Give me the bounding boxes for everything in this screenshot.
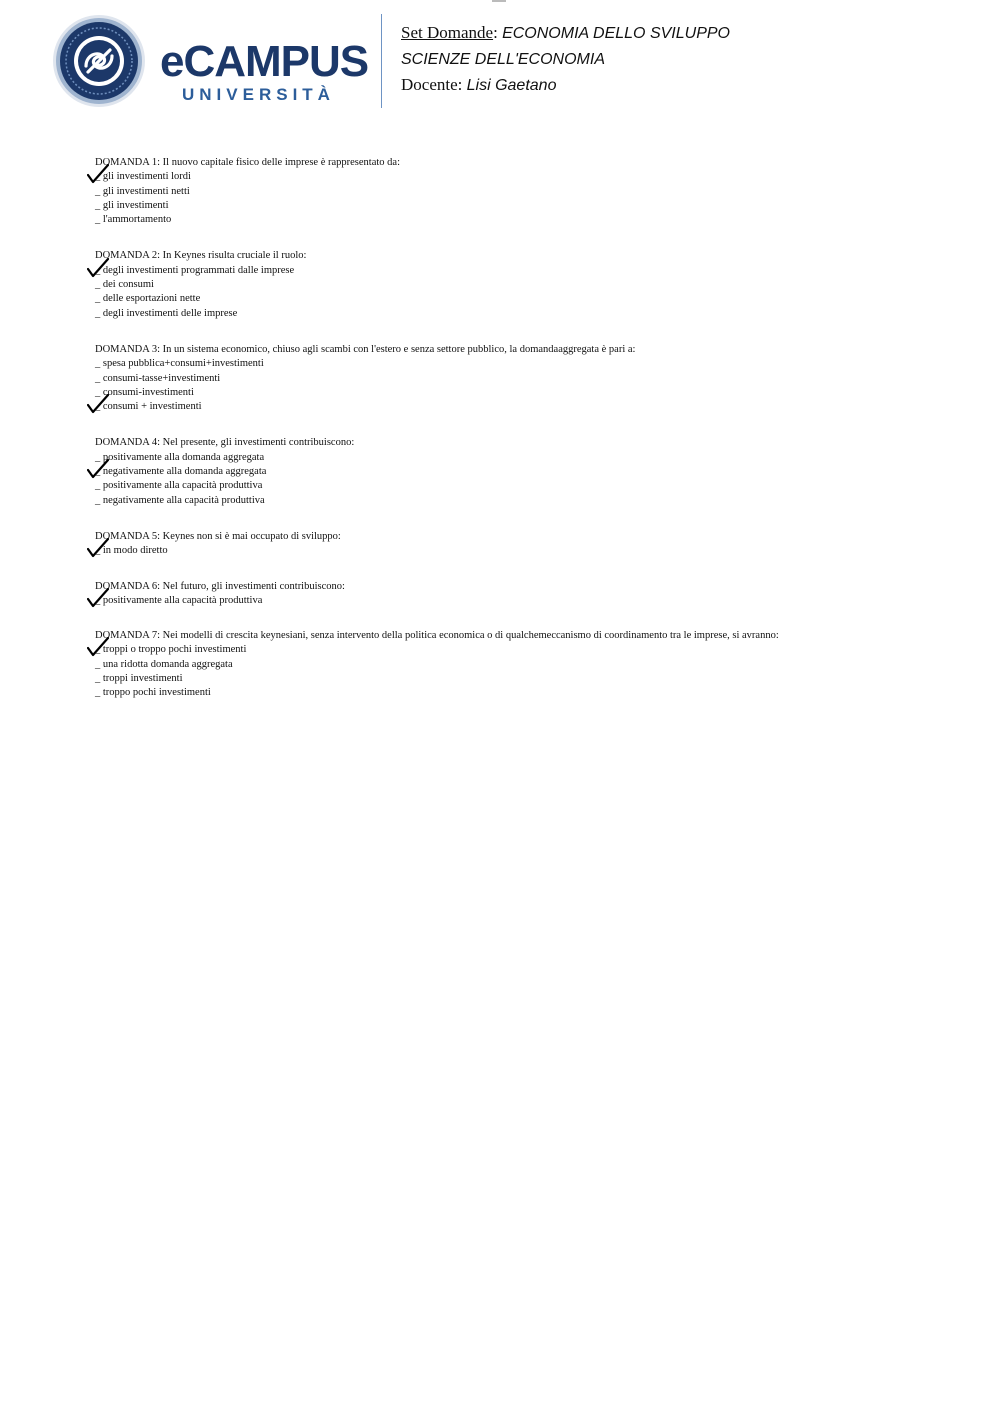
question-block	[95, 580, 955, 609]
page-top-mark	[492, 0, 506, 2]
logo-name: eCAMPUS	[160, 38, 369, 86]
answer-option	[95, 307, 955, 321]
teacher-line	[401, 72, 730, 98]
answer-option	[95, 278, 955, 292]
set-label: Set Domande	[401, 23, 494, 42]
answer-option	[95, 451, 955, 465]
answer-text: _ consumi-investimenti	[95, 386, 194, 398]
teacher-sep: :	[457, 75, 467, 94]
question-text: DOMANDA 3: In un sistema economico, chiuso agli scambi con l'estero e senza settore pubblico, la domandaaggregata è pari a:	[95, 343, 636, 355]
answer-option	[95, 479, 955, 493]
answer-text: _ consumi + investimenti	[95, 401, 202, 413]
faculty-name: SCIENZE DELL'ECONOMIA	[401, 51, 605, 68]
ecampus-wordmark	[160, 38, 370, 108]
answer-text: _ negativamente alla domanda aggregata	[95, 466, 267, 478]
answer-option	[95, 400, 955, 414]
question-text: DOMANDA 6: Nel futuro, gli investimenti contribuiscono:	[95, 580, 345, 592]
question-text: DOMANDA 5: Keynes non si è mai occupato di sviluppo:	[95, 530, 341, 542]
answer-option	[95, 658, 955, 672]
checkmark-icon	[87, 164, 109, 184]
answer-option	[95, 594, 955, 608]
teacher-label: Docente	[401, 75, 458, 94]
question-block	[95, 629, 955, 700]
answer-text: _ gli investimenti lordi	[95, 171, 191, 183]
header-divider	[381, 14, 382, 108]
question-text: DOMANDA 2: In Keynes risulta cruciale il ruolo:	[95, 250, 307, 262]
question-block	[95, 530, 955, 559]
logo-subtitle: UNIVERSITÀ	[182, 85, 335, 104]
answer-text: _ spesa pubblica+consumi+investimenti	[95, 358, 264, 370]
course-line	[401, 20, 730, 46]
answer-option	[95, 643, 955, 657]
answer-option	[95, 292, 955, 306]
answer-option	[95, 213, 955, 227]
answer-text: _ degli investimenti delle imprese	[95, 307, 238, 319]
answer-option	[95, 357, 955, 371]
question-text: DOMANDA 4: Nel presente, gli investimenti contribuiscono:	[95, 437, 355, 449]
answer-text: _ in modo diretto	[95, 545, 168, 557]
document-header	[52, 12, 952, 112]
answer-option	[95, 672, 955, 686]
answer-option	[95, 386, 955, 400]
answer-option	[95, 372, 955, 386]
checkmark-icon	[87, 459, 109, 479]
question-block	[95, 156, 955, 227]
answer-text: _ troppi investimenti	[95, 673, 183, 685]
set-sep: :	[493, 23, 503, 42]
teacher-name: Lisi Gaetano	[466, 77, 557, 94]
question-text: DOMANDA 7: Nei modelli di crescita keynesiani, senza intervento della politica economica o di qualchemeccanismo di coordinamento tra le imprese, si avranno:	[95, 630, 779, 642]
ecampus-seal-logo	[52, 14, 146, 108]
answer-text: _ l'ammortamento	[95, 214, 172, 226]
answer-text: _ dei consumi	[95, 279, 154, 291]
questions-list	[95, 156, 955, 701]
answer-text: _ positivamente alla capacità produttiva	[95, 594, 263, 606]
answer-text: _ positivamente alla capacità produttiva	[95, 480, 263, 492]
answer-option	[95, 170, 955, 184]
question-block	[95, 249, 955, 320]
answer-option	[95, 494, 955, 508]
answer-text: _ degli investimenti programmati dalle imprese	[95, 264, 295, 276]
answer-option	[95, 199, 955, 213]
answer-text: _ una ridotta domanda aggregata	[95, 658, 233, 670]
checkmark-icon	[87, 258, 109, 278]
course-title: ECONOMIA DELLO SVILUPPO	[502, 25, 730, 42]
answer-text: _ consumi-tasse+investimenti	[95, 372, 221, 384]
answer-text: _ positivamente alla domanda aggregata	[95, 451, 265, 463]
header-info	[401, 20, 730, 98]
answer-text: _ gli investimenti	[95, 199, 169, 211]
checkmark-icon	[87, 637, 109, 657]
answer-text: _ troppi o troppo pochi investimenti	[95, 644, 247, 656]
checkmark-icon	[87, 538, 109, 558]
answer-option	[95, 465, 955, 479]
faculty-line	[401, 46, 730, 72]
checkmark-icon	[87, 394, 109, 414]
answer-option	[95, 185, 955, 199]
question-block	[95, 436, 955, 507]
answer-option	[95, 544, 955, 558]
question-text: DOMANDA 1: Il nuovo capitale fisico delle imprese è rappresentato da:	[95, 157, 400, 168]
answer-option	[95, 686, 955, 700]
answer-text: _ gli investimenti netti	[95, 185, 190, 197]
question-block	[95, 343, 955, 414]
answer-text: _ delle esportazioni nette	[95, 293, 201, 305]
answer-option	[95, 264, 955, 278]
answer-text: _ troppo pochi investimenti	[95, 687, 211, 699]
answer-text: _ negativamente alla capacità produttiva	[95, 494, 265, 506]
checkmark-icon	[87, 588, 109, 608]
